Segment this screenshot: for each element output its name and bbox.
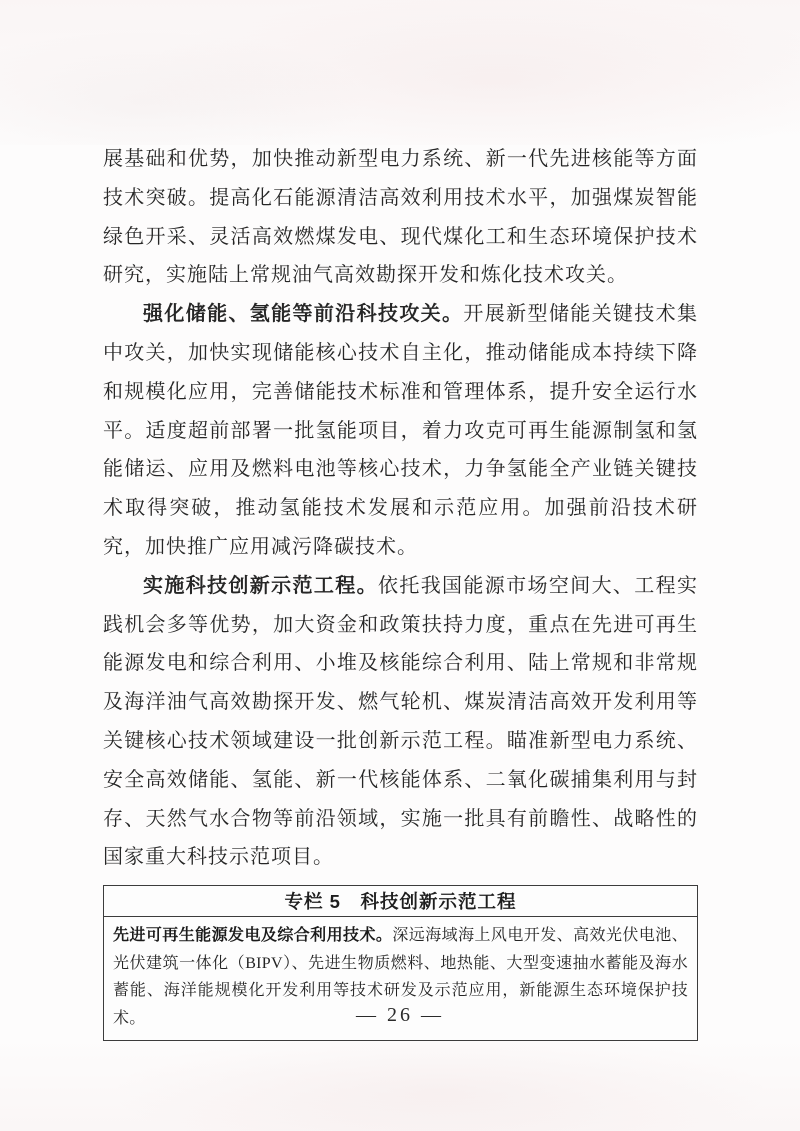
paragraph-text: 开展新型储能关键技术集中攻关，加快实现储能核心技术自主化，推动储能成本持续下降和规模化应用，完善储能技术标准和管理体系，提升安全运行水平。适度超前部署一批氢能项目，着力攻克可再生能源制氢和氢能储运、应用及燃料电池等核心技术，力争氢能全产业链关键技术取得突破，推动氢能技术发展和示范应用。加强前沿技术研究，加快推广应用减污降碳技术。 [103,303,699,558]
callout-body-lead: 先进可再生能源发电及综合利用技术。 [113,927,393,945]
callout-box-title: 专栏 5 科技创新示范工程 [104,886,697,917]
paragraph-text: 展基础和优势，加快推动新型电力系统、新一代先进核能等方面技术突破。提高化石能源清洁高效利用技术水平，加强煤炭智能绿色开采、灵活高效燃煤发电、现代煤化工和生态环境保护技术研究，实施陆上常规油气高效勘探开发和炼化技术攻关。 [103,148,698,287]
paragraph-demonstration-projects [103,567,698,877]
scan-bleed-artifact-bottom [0,1036,800,1131]
paragraph-text: 依托我国能源市场空间大、工程实践机会多等优势，加大资金和政策扶持力度，重点在先进可再生能源发电和综合利用、小堆及核能综合利用、陆上常规和非常规及海洋油气高效勘探开发、燃气轮机、煤炭清洁高效开发利用等关键核心技术领域建设一批创新示范工程。瞄准新型电力系统、安全高效储能、氢能、新一代核能体系、二氧化碳捕集利用与封存、天然气水合物等前沿领域，实施一批具有前瞻性、战略性的国家重大科技示范项目。 [103,574,699,869]
page-number: — 26 — [356,1004,444,1026]
paragraph-continuation [103,140,698,295]
scan-bleed-artifact-top [0,0,800,145]
page-content [103,140,698,1041]
paragraph-storage-hydrogen [103,295,698,567]
paragraph-lead: 实施科技创新示范工程。 [143,574,378,597]
callout-body-text: 深远海域海上风电开发、高效光伏电池、光伏建筑一体化（BIPV）、先进生物质燃料、地热能、大型变速抽水蓄能及海水蓄能、海洋能规模化开发利用等技术研发及示范应用，新能源生态环境保护技术。 [113,927,688,1027]
paragraph-lead: 强化储能、氢能等前沿科技攻关。 [143,303,464,326]
